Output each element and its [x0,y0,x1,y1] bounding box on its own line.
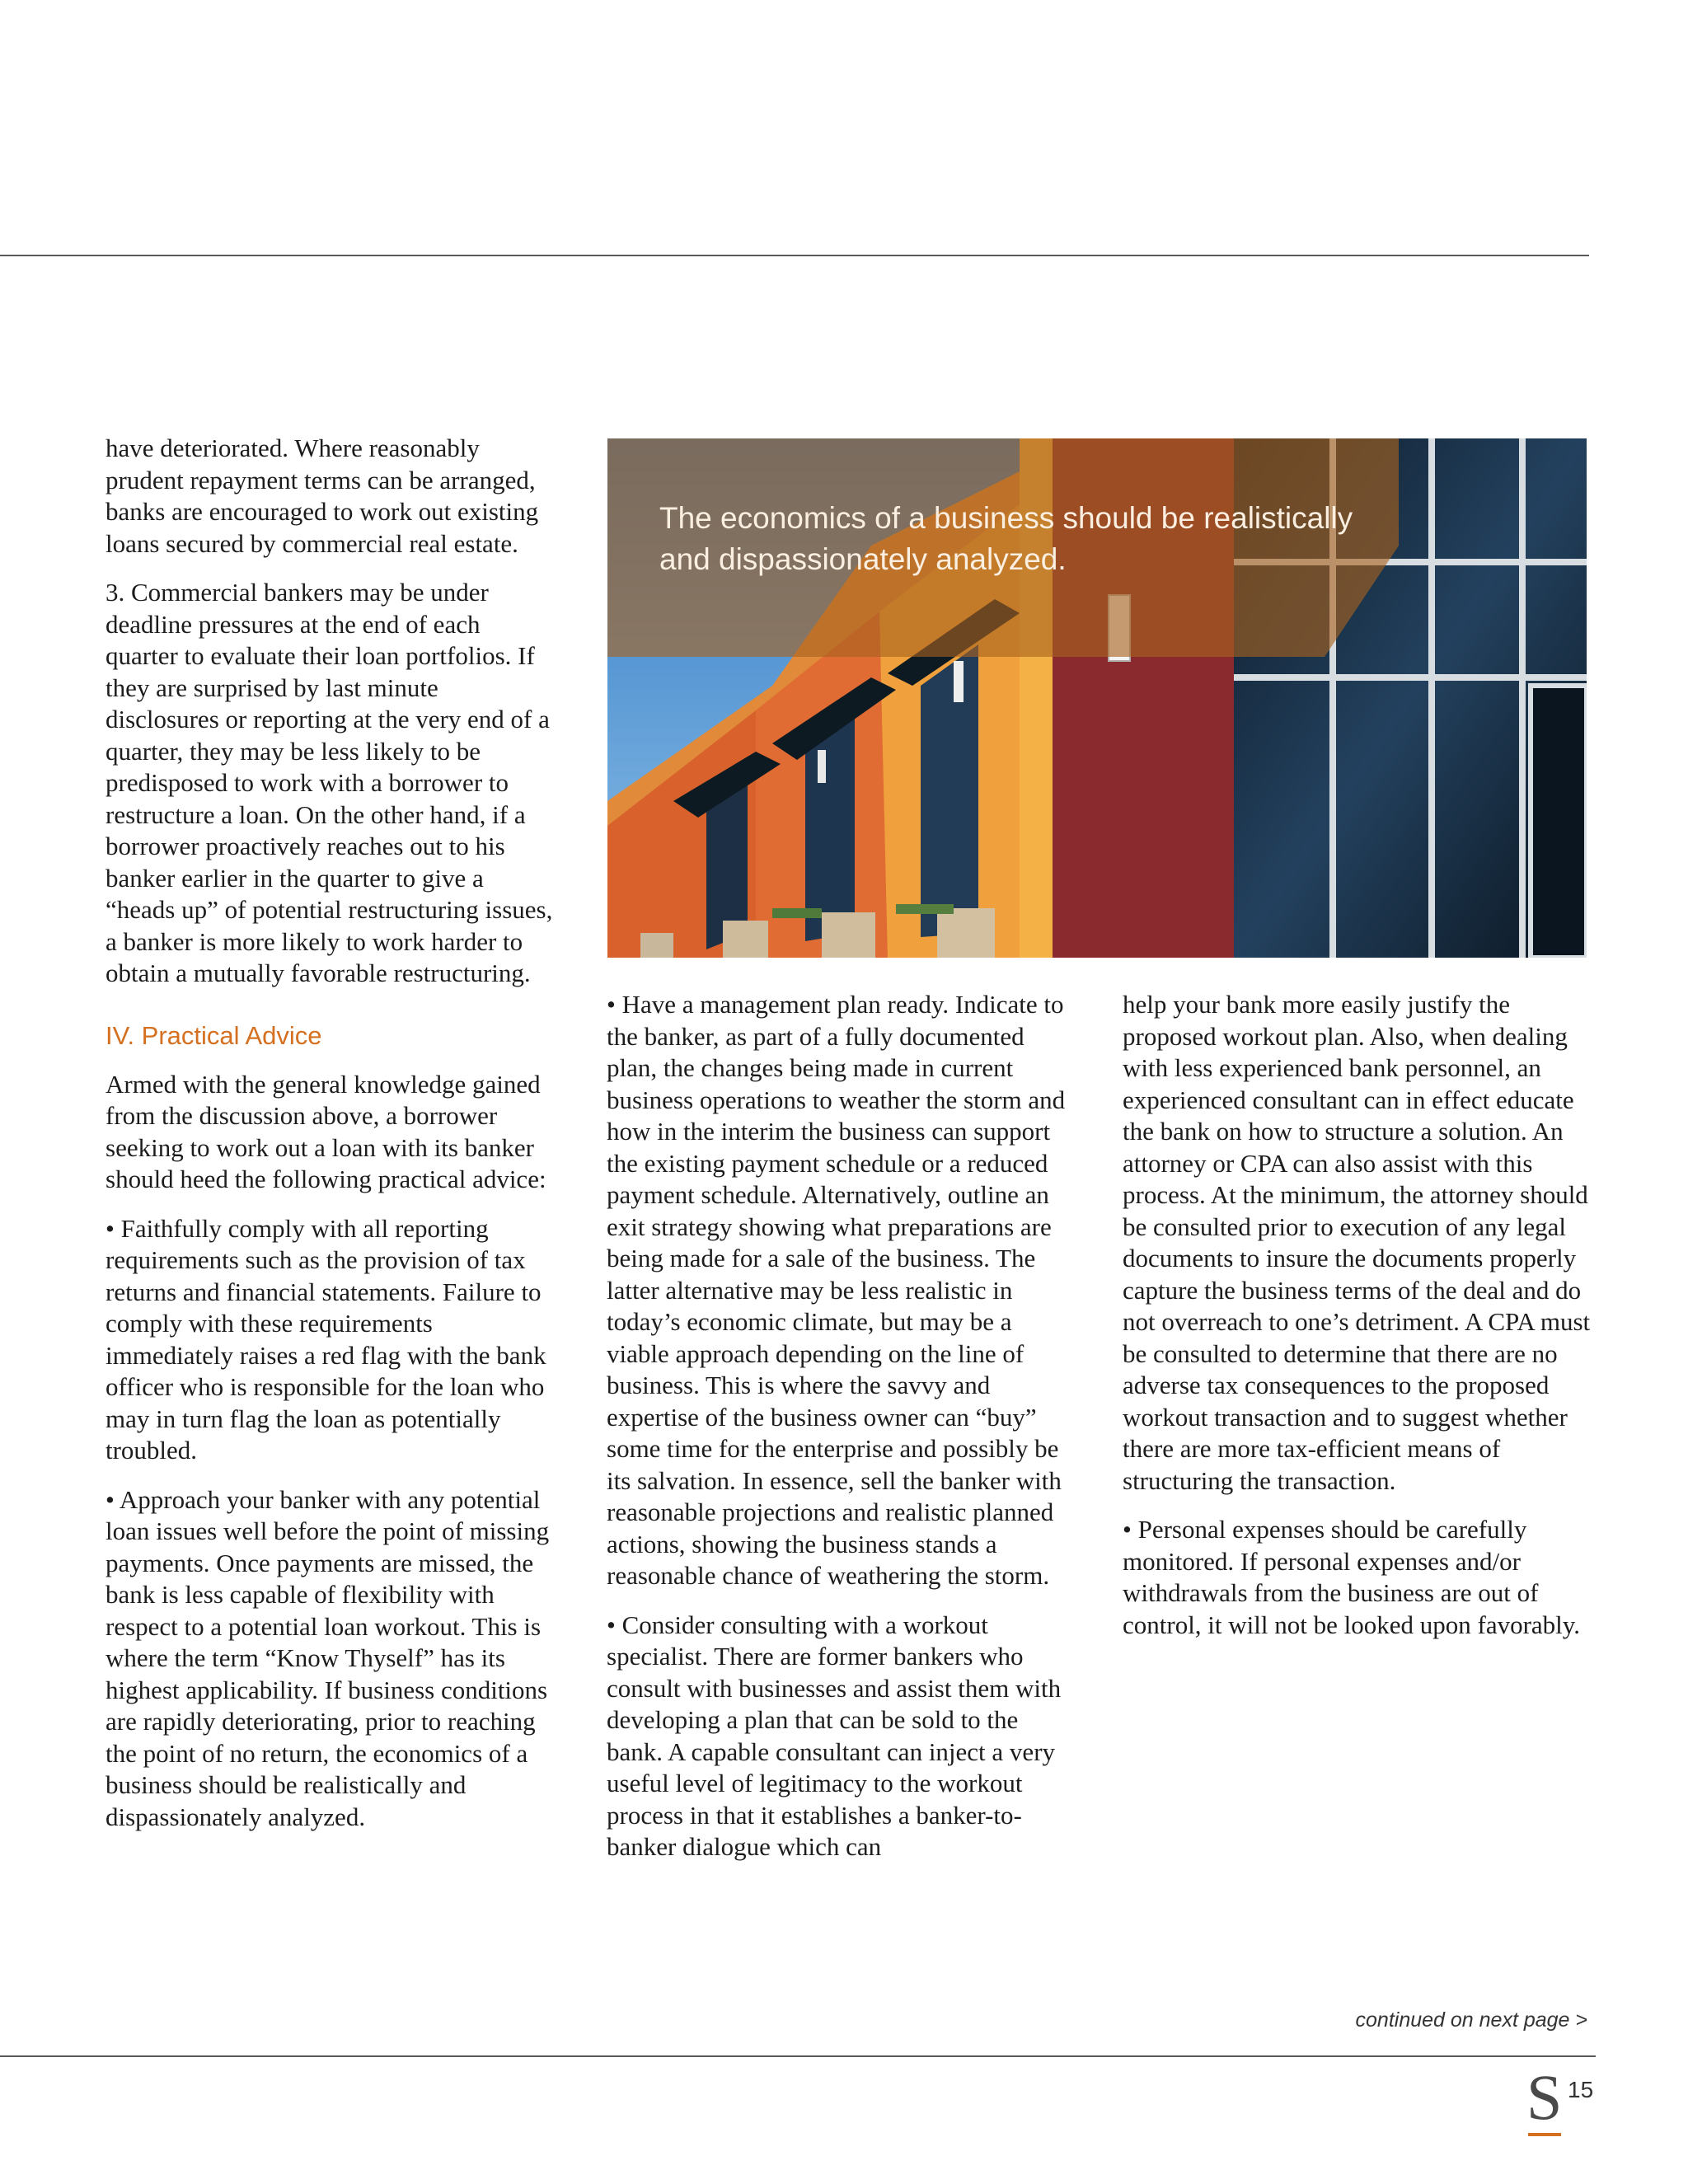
right-paragraph-2: • Personal expenses should be carefully monitored. If personal expenses and/or withdrawals from the business are out of control, it will not be looked upon favorably. [1123,1515,1581,1639]
middle-column [607,989,1072,1881]
left-column [106,433,557,1850]
bottom-rule [0,2055,1596,2057]
left-paragraph-2: 3. Commercial bankers may be under deadline pressures at the end of each quarter to evaluate their loan portfolios. If they are surprised by last minute disclosures or reporting at the very end of a quarter, they may be less likely to be predisposed to work with a borrower to restructure a loan. On the other hand, if a borrower proactively reaches out to his banker earlier in the quarter to give a “heads up” of potential restructuring issues, a banker is more likely to work harder to obtain a mutually favorable restructuring. [106,578,553,987]
left-paragraph-4: • Faithfully comply with all reporting requirements such as the provision of tax returns and financial statements. Failure to comply with these requirements immediately raises a red flag with the bank officer who is responsible for the loan who may in turn flag the loan as potentially troubled. [106,1213,546,1465]
logo-underline [1528,2133,1561,2136]
left-paragraph-5: • Approach your banker with any potential loan issues well before the point of missing payments. Once payments are missed, the bank is less capable of flexibility with respect to a potential loan workout. This is where the term “Know Thyself” has its highest applicability. If business conditions are rapidly deteriorating, prior to reaching the point of no return, the economics of a business should be realistically and dispassionately analyzed. [106,1484,550,1831]
middle-paragraph-2: • Consider consulting with a workout specialist. There are former bankers who consult with businesses and assist them with developing a plan that can be sold to the bank. A capable consultant can inject a very useful level of legitimacy to the workout process in that it establishes a banker-to-banker dialogue which can [607,1610,1062,1861]
top-rule [0,255,1589,256]
logo-letter: S [1526,2061,1563,2133]
continued-link[interactable]: continued on next page > [1355,2008,1587,2032]
left-paragraph-1: have deteriorated. Where reasonably prudent repayment terms can be arranged, banks are encouraged to work out existing loans secured by commercial real estate. [106,434,539,558]
pull-quote: The economics of a business should be realistically and dispassionately analyzed. [659,501,1353,576]
middle-paragraph-1: • Have a management plan ready. Indicate to the banker, as part of a fully documented plan, the changes being made in current business operations to weather the storm and how in the interim the business can support the existing payment schedule or a reduced payment schedule. Alternatively, outline an exit strategy showing what preparations are being made for a sale of the business. The latter alternative may be less realistic in today’s economic climate, but may be a viable approach depending on the line of business. This is where the savvy and expertise of the business owner can “buy” some time for the enterprise and possibly be its salvation. In essence, sell the banker with reasonable projections and realistic planned actions, showing the business stands a reasonable chance of weathering the storm. [607,990,1066,1590]
right-paragraph-1: help your bank more easily justify the proposed workout plan. Also, when dealing with less experienced bank personnel, an experienced consultant can in effect educate the bank on how to structure a solution. An attorney or CPA can also assist with this process. At the minimum, the attorney should be consulted prior to execution of any legal documents to insure the documents properly capture the business terms of the deal and do not overreach to one’s detriment. A CPA must be consulted to determine that there are no adverse tax consequences to the proposed workout transaction and to suggest whether there are more tax-efficient means of structuring the transaction. [1123,990,1591,1495]
right-column [1123,989,1591,1658]
section-heading: IV. Practical Advice [106,1020,322,1050]
page-number: 15 [1568,2077,1594,2102]
left-paragraph-3: Armed with the general knowledge gained from the discussion above, a borrower seeking to work out a loan with its banker should heed the following practical advice: [106,1069,546,1193]
